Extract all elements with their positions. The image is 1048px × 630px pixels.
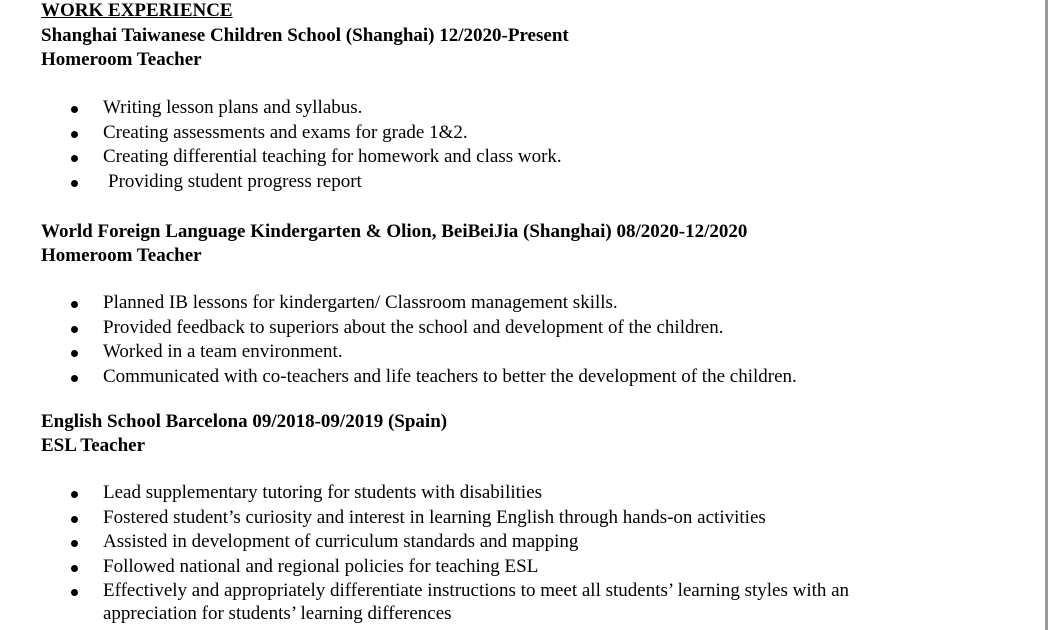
list-item [41, 579, 1003, 625]
job-title: ESL Teacher [41, 435, 145, 456]
job-title: Homeroom Teacher [41, 245, 202, 266]
bullet-dot [71, 565, 78, 572]
list-item [41, 316, 1003, 341]
bullet-dot [71, 516, 78, 523]
duty-text: Creating differential teaching for homework and class work. [103, 146, 562, 167]
bullet-dot [71, 375, 78, 382]
bullet-dot [71, 491, 78, 498]
section-heading: WORK EXPERIENCE [41, 0, 233, 21]
bullet-dot [71, 131, 78, 138]
duty-list [41, 481, 1003, 625]
duty-text: Lead supplementary tutoring for students with disabilities [103, 482, 543, 503]
job-entry [41, 220, 1031, 387]
duty-text: Worked in a team environment. [103, 341, 343, 362]
duty-text: Provided feedback to superiors about the school and development of the children. [103, 316, 724, 338]
job-entry [41, 410, 1031, 624]
duty-text: Communicated with co-teachers and life teachers to better the development of the children. [103, 365, 797, 387]
employer-line: World Foreign Language Kindergarten & Olion, BeiBeiJia (Shanghai) 08/2020-12/2020 [41, 221, 748, 242]
duty-text: Fostered student’s curiosity and interest in learning English through hands-on activities [103, 506, 766, 528]
list-item [41, 121, 1003, 146]
duty-text: Assisted in development of curriculum standards and mapping [103, 531, 579, 552]
bullet-dot [71, 301, 78, 308]
list-item [41, 555, 1003, 580]
duty-text: Providing student progress report [108, 170, 362, 192]
duty-text: Creating assessments and exams for grade 1&2. [103, 121, 468, 143]
duty-list [41, 291, 1003, 389]
bullet-dot [71, 106, 78, 113]
list-item [41, 145, 1003, 170]
list-item [41, 506, 1003, 531]
list-item [41, 96, 1003, 121]
employer-line: English School Barcelona 09/2018-09/2019 (Spain) [41, 411, 448, 432]
list-item [41, 481, 1003, 506]
list-item [41, 340, 1003, 365]
duty-text: Effectively and appropriately differentiate instructions to meet all students’ learning styles with an appreciation for students’ learning differences [103, 580, 850, 624]
list-item [41, 170, 1003, 195]
bullet-dot [71, 540, 78, 547]
duty-list [41, 96, 1003, 194]
job-entry [41, 24, 1031, 192]
list-item [41, 365, 1003, 390]
duty-text: Planned IB lessons for kindergarten/ Classroom management skills. [103, 292, 618, 313]
job-title: Homeroom Teacher [41, 49, 202, 70]
list-item [41, 291, 1003, 316]
bullet-dot [71, 155, 78, 162]
bullet-dot [71, 326, 78, 333]
bullet-dot [71, 350, 78, 357]
duty-text: Followed national and regional policies for teaching ESL [103, 555, 539, 577]
employer-line: Shanghai Taiwanese Children School (Shanghai) 12/2020-Present [41, 25, 569, 46]
bullet-dot [71, 180, 78, 187]
duty-text: Writing lesson plans and syllabus. [103, 97, 363, 118]
list-item [41, 530, 1003, 555]
bullet-dot [71, 589, 78, 596]
